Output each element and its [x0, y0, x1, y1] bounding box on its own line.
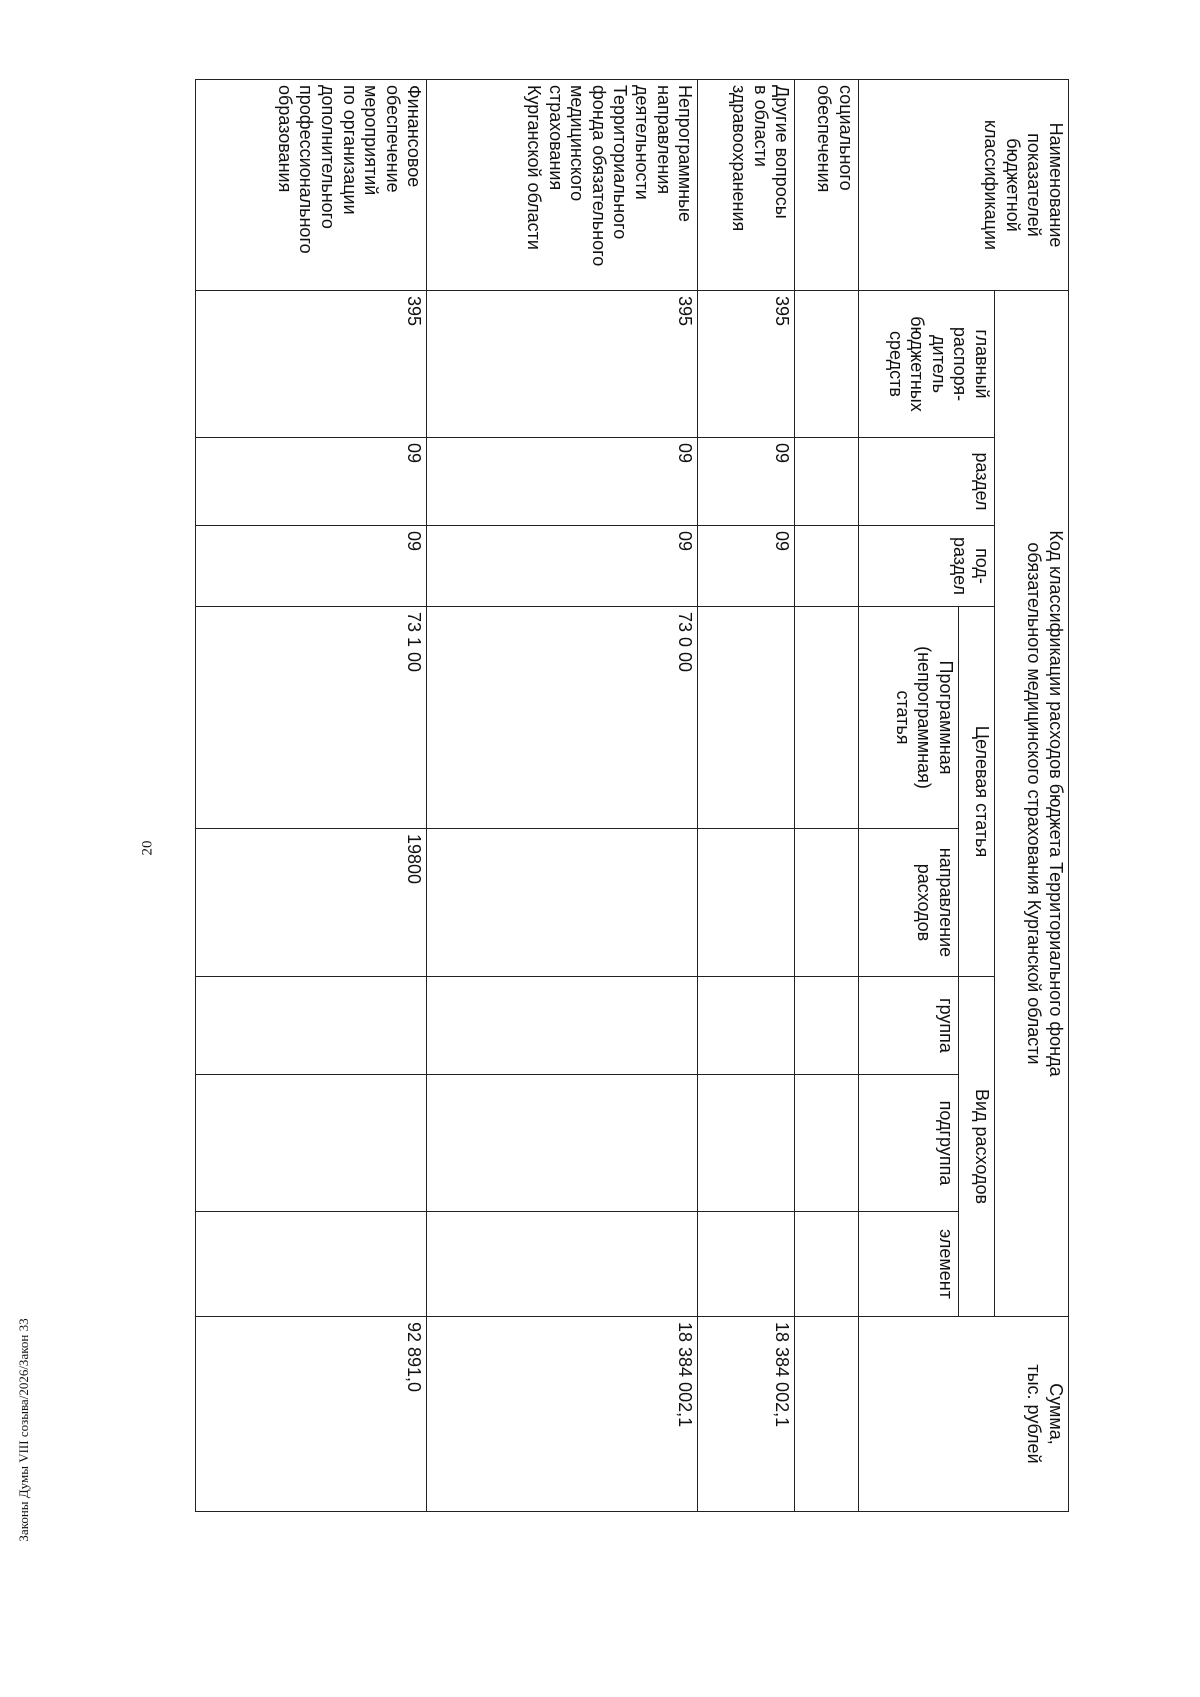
napravlenie-cell [795, 829, 859, 977]
header-vid-raskhodov: Вид расходов [959, 977, 995, 1317]
budget-table-wrapper [195, 79, 1069, 1511]
summa-cell [795, 1317, 859, 1512]
header-podgruppa: подгруппа [859, 1075, 959, 1212]
glavny-cell [795, 291, 859, 438]
podgruppa-cell [795, 1075, 859, 1212]
summa-cell: 18 384 002,1 [427, 1317, 698, 1512]
row-name-cell: Другие вопросы в области здравоохранения [698, 80, 795, 291]
row-name-cell: социального обеспечения [795, 80, 859, 291]
razdel-cell: 09 [698, 438, 795, 526]
glavny-cell: 395 [427, 291, 698, 438]
header-glavny-rasporyaditel: главный распоря- дитель бюджетных средств [859, 291, 995, 438]
summa-cell: 18 384 002,1 [698, 1317, 795, 1512]
header-tselevaya-statya: Целевая статья [959, 607, 995, 977]
razdel-cell: 09 [196, 438, 427, 526]
podrazdel-cell [795, 526, 859, 607]
table-row [196, 80, 427, 1512]
header-name-column: Наименование показателей бюджетной классификации [859, 80, 1069, 291]
row-name-cell: Финансовое обеспечение мероприятий по организации дополнительного профессионального образования [196, 80, 427, 291]
programmnaya-cell [698, 607, 795, 829]
element-cell [427, 1212, 698, 1317]
element-cell [196, 1212, 427, 1317]
element-cell [698, 1212, 795, 1317]
gruppa-cell [795, 977, 859, 1075]
summa-cell: 92 891,0 [196, 1317, 427, 1512]
napravlenie-cell [427, 829, 698, 977]
gruppa-cell [427, 977, 698, 1075]
programmnaya-cell [795, 607, 859, 829]
header-summa: Сумма, тыс. рублей [859, 1317, 1069, 1512]
table-row [427, 80, 698, 1512]
programmnaya-cell: 73 0 00 [427, 607, 698, 829]
programmnaya-cell: 73 1 00 [196, 607, 427, 829]
header-gruppa: группа [859, 977, 959, 1075]
podrazdel-cell: 09 [427, 526, 698, 607]
razdel-cell: 09 [427, 438, 698, 526]
napravlenie-cell [698, 829, 795, 977]
glavny-cell: 395 [698, 291, 795, 438]
header-element: элемент [859, 1212, 959, 1317]
page-number: 20 [139, 840, 156, 856]
header-razdel: раздел [859, 438, 995, 526]
napravlenie-cell: 19800 [196, 829, 427, 977]
podgruppa-cell [427, 1075, 698, 1212]
header-code-group: Код классификации расходов бюджета Территориального фонда обязательного медицинского страхования Курганской области [995, 291, 1069, 1317]
razdel-cell [795, 438, 859, 526]
table-row [698, 80, 795, 1512]
row-name-cell: Непрограммные направления деятельности Территориального фонда обязательного медицинского страхования Курганской области [427, 80, 698, 291]
header-napravlenie-raskhodov: направление расходов [859, 829, 959, 977]
table-row [795, 80, 859, 1512]
element-cell [795, 1212, 859, 1317]
budget-classification-table [195, 79, 1069, 1512]
podrazdel-cell: 09 [698, 526, 795, 607]
podrazdel-cell: 09 [196, 526, 427, 607]
podgruppa-cell [196, 1075, 427, 1212]
glavny-cell: 395 [196, 291, 427, 438]
header-podrazdel: под- раздел [859, 526, 995, 607]
gruppa-cell [196, 977, 427, 1075]
podgruppa-cell [698, 1075, 795, 1212]
header-programmnaya-statya: Программная (непрограммная) статья [859, 607, 959, 829]
gruppa-cell [698, 977, 795, 1075]
footer-law-reference: Законы Думы VIII созыва/2026/Закон 33 [16, 1318, 31, 1542]
